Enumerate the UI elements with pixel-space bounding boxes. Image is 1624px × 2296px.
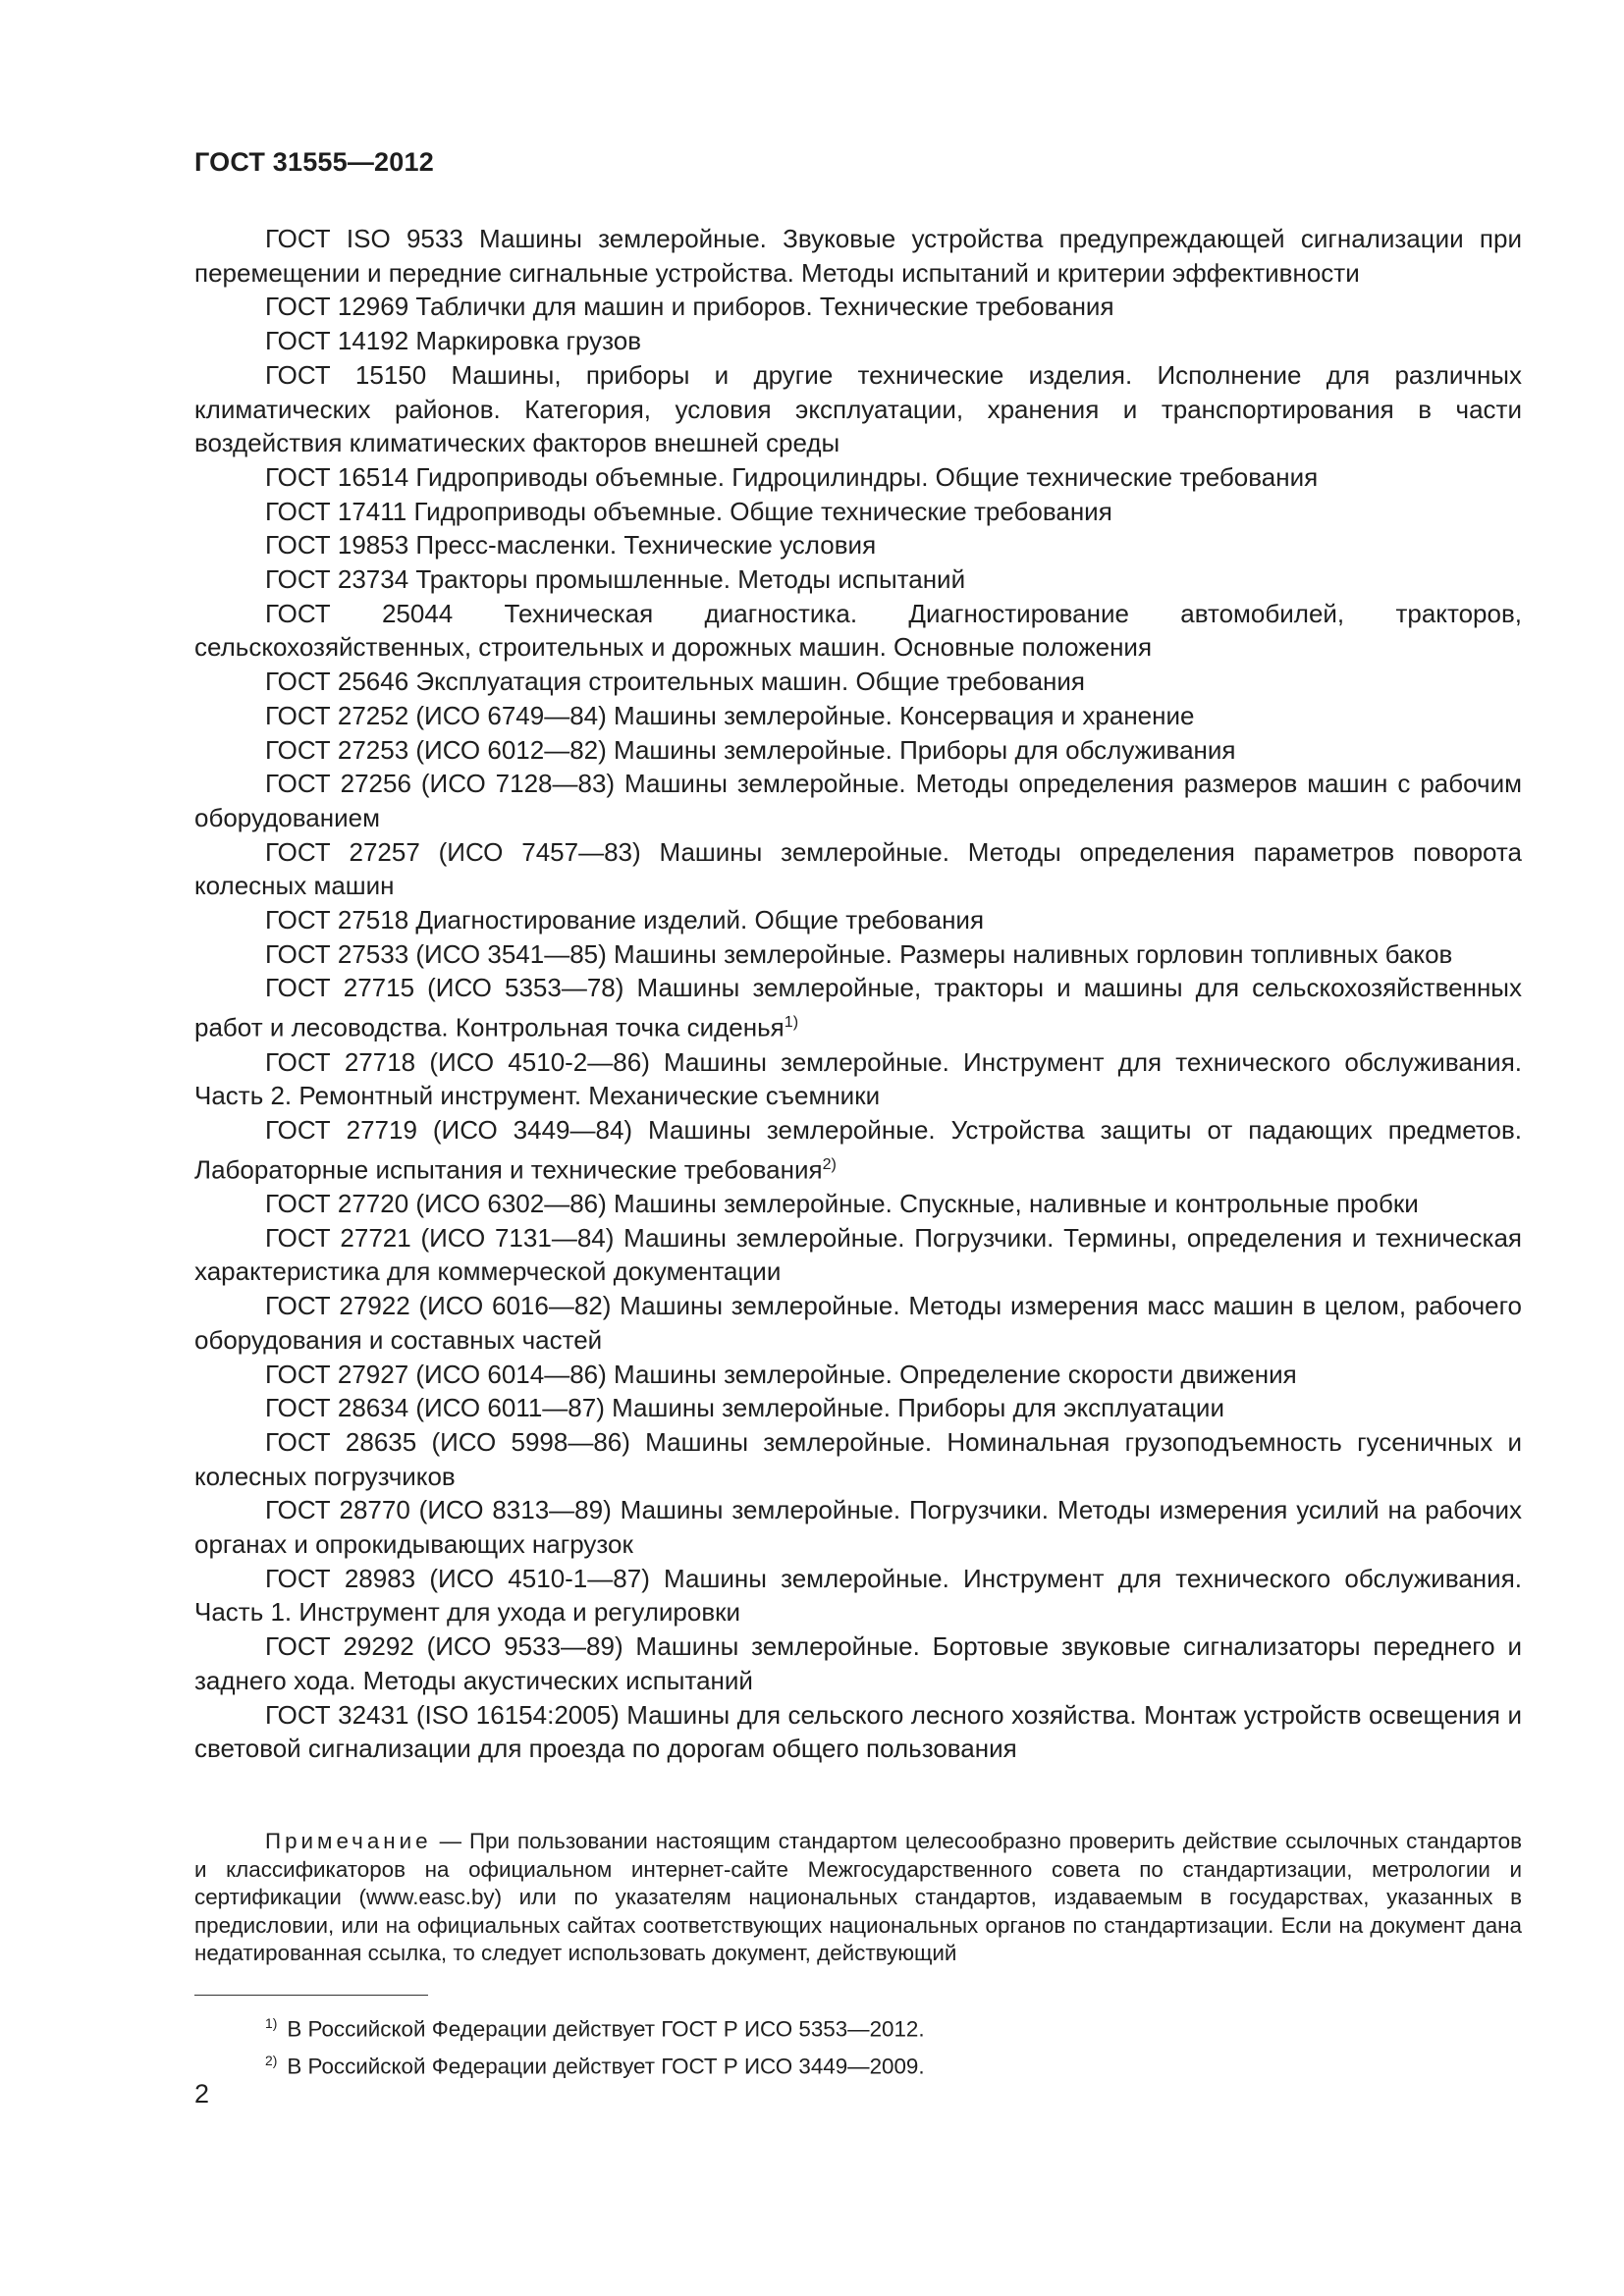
footnote-mark: 1) — [265, 2015, 278, 2031]
reference-text: ГОСТ 27922 (ИСО 6016—82) Машины землеройные. Методы измерения масс машин в целом, рабочего оборудования и составных частей — [194, 1291, 1522, 1355]
note-text: — При пользовании настоящим стандартом целесообразно проверить действие ссылочных стандартов и классификаторов на официальном интернет-сайте Межгосударственного совета по стандартизации, метрологии и сертификации (www.easc.by) или по указателям национальных стандартов, издаваемым в государствах, указанных в предисловии, или на официальных сайтах соответствующих национальных органов по стандартизации. Если на документ дана недатированная ссылка, то следует использовать документ, действующий — [194, 1829, 1522, 1966]
reference-item — [194, 1113, 1522, 1187]
reference-item — [194, 1391, 1522, 1425]
reference-item — [194, 1425, 1522, 1493]
reference-text: ГОСТ 27715 (ИСО 5353—78) Машины землеройные, тракторы и машины для сельскохозяйственных работ и лесоводства. Контрольная точка сиденья — [194, 973, 1522, 1042]
reference-item — [194, 460, 1522, 495]
footnote-mark: 2) — [265, 2053, 278, 2069]
footnote-item — [265, 2007, 925, 2045]
footnote-item — [265, 2045, 925, 2082]
reference-item — [194, 597, 1522, 665]
reference-item — [194, 767, 1522, 834]
footnote-reference-mark[interactable]: 2) — [822, 1154, 837, 1173]
reference-item — [194, 1562, 1522, 1629]
reference-item — [194, 835, 1522, 903]
note-label: Примечание — [265, 1829, 432, 1853]
reference-item — [194, 358, 1522, 460]
reference-text: ГОСТ 27518 Диагностирование изделий. Общие требования — [265, 905, 985, 935]
reference-item — [194, 1358, 1522, 1392]
reference-text: ГОСТ 27718 (ИСО 4510-2—86) Машины землеройные. Инструмент для технического обслуживания. Часть 2. Ремонтный инструмент. Механические съемники — [194, 1046, 1522, 1111]
reference-item — [194, 1698, 1522, 1766]
reference-text: ГОСТ 27533 (ИСО 3541—85) Машины землеройные. Размеры наливных горловин топливных баков — [265, 938, 1453, 969]
reference-item — [194, 1493, 1522, 1561]
reference-text: ГОСТ 29292 (ИСО 9533—89) Машины землеройные. Бортовые звуковые сигнализаторы переднего и заднего хода. Методы акустических испытаний — [194, 1631, 1522, 1695]
reference-text: ГОСТ 28634 (ИСО 6011—87) Машины землеройные. Приборы для эксплуатации — [265, 1393, 1224, 1423]
reference-text: ГОСТ 14192 Маркировка грузов — [265, 326, 642, 356]
reference-item — [194, 222, 1522, 290]
normative-references-list — [194, 222, 1522, 1766]
reference-item — [194, 665, 1522, 699]
reference-text: ГОСТ 12969 Таблички для машин и приборов. Технические требования — [265, 292, 1114, 322]
reference-item — [194, 528, 1522, 562]
reference-item — [194, 903, 1522, 937]
reference-text: ГОСТ 27253 (ИСО 6012—82) Машины землеройные. Приборы для обслуживания — [265, 734, 1236, 765]
reference-text: ГОСТ 15150 Машины, приборы и другие технические изделия. Исполнение для различных климатических районов. Категория, условия эксплуатации, хранения и транспортирования в части воздействия климатических факторов внешней среды — [194, 359, 1522, 458]
document-header: ГОСТ 31555—2012 — [194, 147, 434, 177]
footnote-text: В Российской Федерации действует ГОСТ Р ИСО 5353—2012. — [287, 2016, 925, 2042]
footnote-reference-mark[interactable]: 1) — [784, 1013, 799, 1032]
footnotes — [265, 2007, 925, 2083]
page-number: 2 — [194, 2079, 210, 2109]
reference-text: ГОСТ 27720 (ИСО 6302—86) Машины землеройные. Спускные, наливные и контрольные пробки — [265, 1189, 1419, 1219]
reference-text: ГОСТ 28635 (ИСО 5998—86) Машины землеройные. Номинальная грузоподъемность гусеничных и колесных погрузчиков — [194, 1426, 1522, 1491]
reference-item — [194, 1629, 1522, 1697]
reference-text: ГОСТ 32431 (ISO 16154:2005) Машины для сельского лесного хозяйства. Монтаж устройств освещения и световой сигнализации для проезда по дорогам общего пользования — [194, 1699, 1522, 1764]
reference-text: ГОСТ 27252 (ИСО 6749—84) Машины землеройные. Консервация и хранение — [265, 700, 1195, 730]
reference-item — [194, 699, 1522, 733]
reference-text: ГОСТ 25646 Эксплуатация строительных машин. Общие требования — [265, 667, 1085, 697]
reference-item — [194, 971, 1522, 1044]
reference-text: ГОСТ 19853 Пресс-масленки. Технические условия — [265, 530, 877, 561]
reference-text: ГОСТ 27719 (ИСО 3449—84) Машины землеройные. Устройства защиты от падающих предметов. Лабораторные испытания и технические требования — [194, 1114, 1522, 1185]
reference-text: ГОСТ 27257 (ИСО 7457—83) Машины землеройные. Методы определения параметров поворота колесных машин — [194, 836, 1522, 901]
reference-text: ГОСТ 16514 Гидроприводы объемные. Гидроцилиндры. Общие технические требования — [265, 461, 1319, 492]
reference-item — [194, 562, 1522, 597]
reference-item — [194, 495, 1522, 529]
reference-item — [194, 1221, 1522, 1289]
reference-text: ГОСТ ISO 9533 Машины землеройные. Звуковые устройства предупреждающей сигнализации при перемещении и передние сигнальные устройства. Методы испытаний и критерии эффективности — [194, 224, 1522, 288]
reference-item — [194, 1045, 1522, 1113]
note-paragraph — [194, 1828, 1522, 1968]
footnote-divider — [194, 1995, 428, 1996]
reference-text: ГОСТ 28770 (ИСО 8313—89) Машины землеройные. Погрузчики. Методы измерения усилий на рабочих органах и опрокидывающих нагрузок — [194, 1495, 1522, 1560]
reference-text: ГОСТ 23734 Тракторы промышленные. Методы испытаний — [265, 564, 966, 595]
reference-item — [194, 1187, 1522, 1221]
reference-item — [194, 1289, 1522, 1357]
reference-text: ГОСТ 25044 Техническая диагностика. Диагностирование автомобилей, тракторов, сельскохозяйственных, строительных и дорожных машин. Основные положения — [194, 598, 1522, 663]
reference-text: ГОСТ 27721 (ИСО 7131—84) Машины землеройные. Погрузчики. Термины, определения и техническая характеристика для коммерческой документации — [194, 1222, 1522, 1287]
reference-item — [194, 937, 1522, 972]
reference-text: ГОСТ 27256 (ИСО 7128—83) Машины землеройные. Методы определения размеров машин с рабочим оборудованием — [194, 769, 1522, 832]
reference-text: ГОСТ 28983 (ИСО 4510-1—87) Машины землеройные. Инструмент для технического обслуживания. Часть 1. Инструмент для ухода и регулировки — [194, 1563, 1522, 1628]
reference-item — [194, 324, 1522, 358]
footnote-text: В Российской Федерации действует ГОСТ Р ИСО 3449—2009. — [287, 2054, 925, 2079]
reference-item — [194, 290, 1522, 324]
reference-text: ГОСТ 27927 (ИСО 6014—86) Машины землеройные. Определение скорости движения — [265, 1359, 1297, 1389]
reference-item — [194, 733, 1522, 768]
reference-text: ГОСТ 17411 Гидроприводы объемные. Общие технические требования — [265, 496, 1112, 526]
